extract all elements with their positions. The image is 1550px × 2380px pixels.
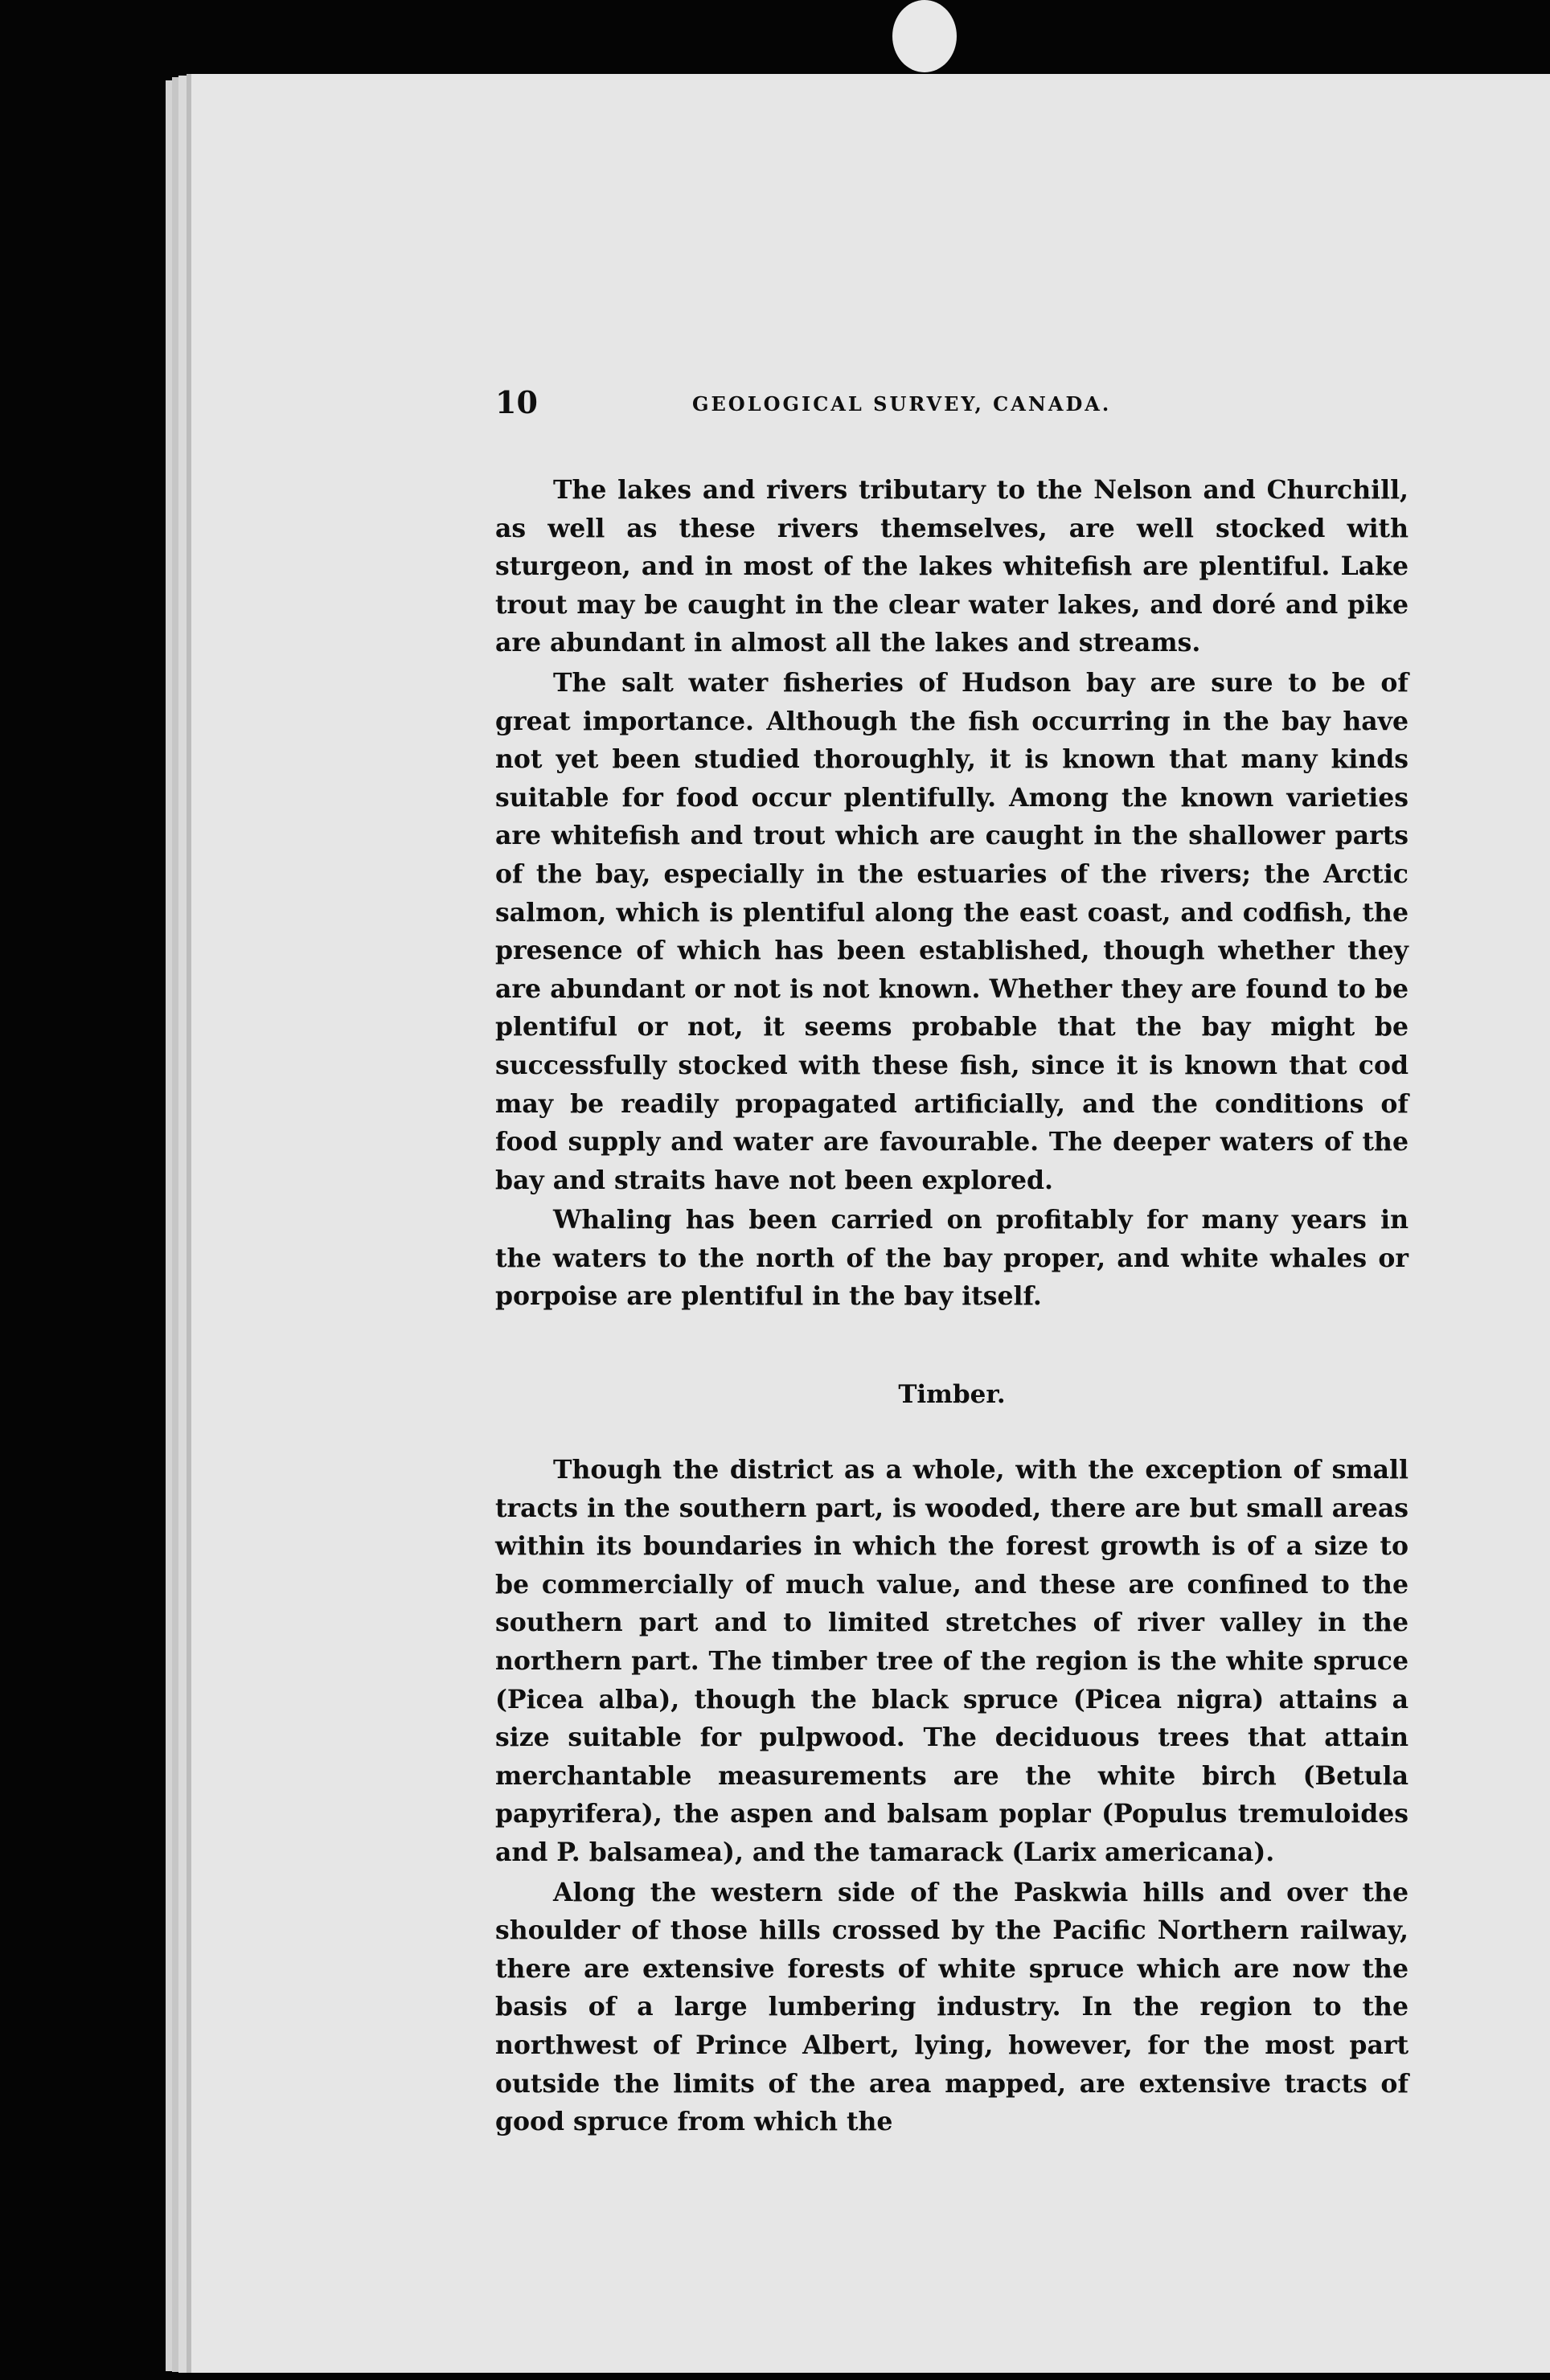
section-heading-timber: Timber.	[898, 1380, 1006, 1410]
page-number: 10	[495, 384, 538, 420]
header-title: GEOLOGICAL SURVEY, CANADA.	[692, 392, 1112, 416]
paragraph-fisheries-2: The salt water fisheries of Hudson bay are sure to be of great importance. Although the fish occurring in the bay have not yet been studied thoroughly, it is known that many kinds suitable for food occur plentifully. Among the known varieties are whitefish and trout which are caught in the shallower parts of the bay, especially in the estuaries of the rivers; the Arctic salmon, which is plentiful along the east coast, and codfish, the presence of which has been established, though whether they are abundant or not is not known. Whether they are found to be plentiful or not, it seems probable that the bay might be successfully stocked with these fish, since it is known that cod may be readily propagated artificially, and the conditions of food supply and water are favourable. The deeper waters of the bay and straits have not been explored.	[495, 667, 1409, 1195]
paragraph-timber-1: Though the district as a whole, with the exception of small tracts in the southern part, is wooded, there are but small areas within its boundaries in which the forest growth is of a size to be commercially of much value, and these are confined to the southern part and to limited stretches of river valley in the northern part. The timber tree of the region is the white spruce (Picea alba), though the black spruce (Picea nigra) attains a size suitable for pulpwood. The deciduous trees that attain merchantable measurements are the white birch (Betula papyrifera), the aspen and balsam poplar (Populus tremuloides and P. balsamea), and the tamarack (Larix americana).	[495, 1455, 1409, 1867]
page-edge	[172, 77, 178, 2372]
paragraph-fisheries-1: The lakes and rivers tributary to the Nelson and Churchill, as well as these rivers themselves, are well stocked with sturgeon, and in most of the lakes whitefish are plentiful. Lake trout may be caught in the clear water lakes, and doré and pike are abundant in almost all the lakes and streams.	[495, 475, 1409, 658]
scan-artifact	[892, 0, 957, 72]
page-edge	[178, 76, 187, 2373]
page-content	[495, 384, 1409, 2141]
running-head	[495, 384, 1409, 432]
paragraph-whaling: Whaling has been carried on profitably for many years in the waters to the north of the bay proper, and white whales or porpoise are plentiful in the bay itself.	[495, 1205, 1409, 1312]
paragraph-timber-2: Along the western side of the Paskwia hills and over the shoulder of those hills crossed by the Pacific Northern railway, there are extensive forests of white spruce which are now the basis of a large lumbering industry. In the region to the northwest of Prince Albert, lying, however, for the most part outside the limits of the area mapped, are extensive tracts of good spruce from which the	[495, 1877, 1409, 2137]
